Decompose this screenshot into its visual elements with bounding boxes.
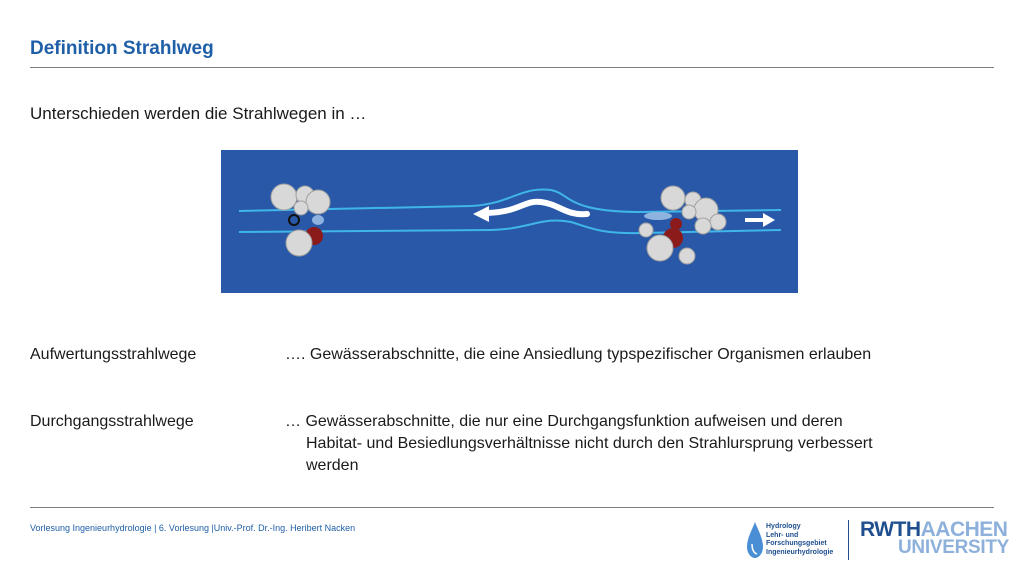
hydrology-logo [746, 520, 846, 562]
slide-title: Definition Strahlweg [30, 38, 214, 59]
definition-aufwertungsstrahlwege [285, 344, 871, 366]
title-divider [30, 67, 994, 68]
rwth-wordmark: RWTH [860, 518, 921, 541]
term-durchgangsstrahlwege: Durchgangsstrahlwege [30, 413, 194, 430]
definition-line: …. Gewässerabschnitte, die eine Ansiedlung typspezifischer Organismen erlauben [285, 346, 872, 363]
arrow-shaft-right [745, 218, 763, 222]
definition-durchgangsstrahlwege [285, 411, 873, 477]
aachen-wordmark: AACHEN [920, 518, 1008, 541]
water-drop-icon [746, 520, 764, 560]
footer-text: Vorlesung Ingenieurhydrologie | 6. Vorlesung |Univ.-Prof. Dr.-Ing. Heribert Nacken [30, 523, 356, 533]
stream-diagram [221, 150, 798, 293]
hydro-logo-line: Hydrology [766, 523, 801, 530]
definition-line: werden [306, 457, 359, 474]
term-aufwertungsstrahlwege: Aufwertungsstrahlwege [30, 346, 197, 363]
definition-line: Habitat- und Besiedlungsverhältnisse nicht durch den Strahlursprung verbessert [306, 435, 873, 452]
logo-separator [848, 520, 849, 560]
hydro-logo-line: Lehr- und [766, 531, 799, 539]
intro-text: Unterschieden werden die Strahlwegen in … [30, 104, 367, 123]
hydro-logo-line: Forschungsgebiet [766, 540, 827, 547]
rwth-logo [860, 518, 1010, 564]
hydro-logo-line: Ingenieurhydrologie [766, 548, 834, 556]
university-wordmark: UNIVERSITY [898, 537, 1010, 558]
footer-divider [30, 507, 994, 508]
definition-line: … Gewässerabschnitte, die nur eine Durchgangsfunktion aufweisen und deren [285, 413, 843, 430]
